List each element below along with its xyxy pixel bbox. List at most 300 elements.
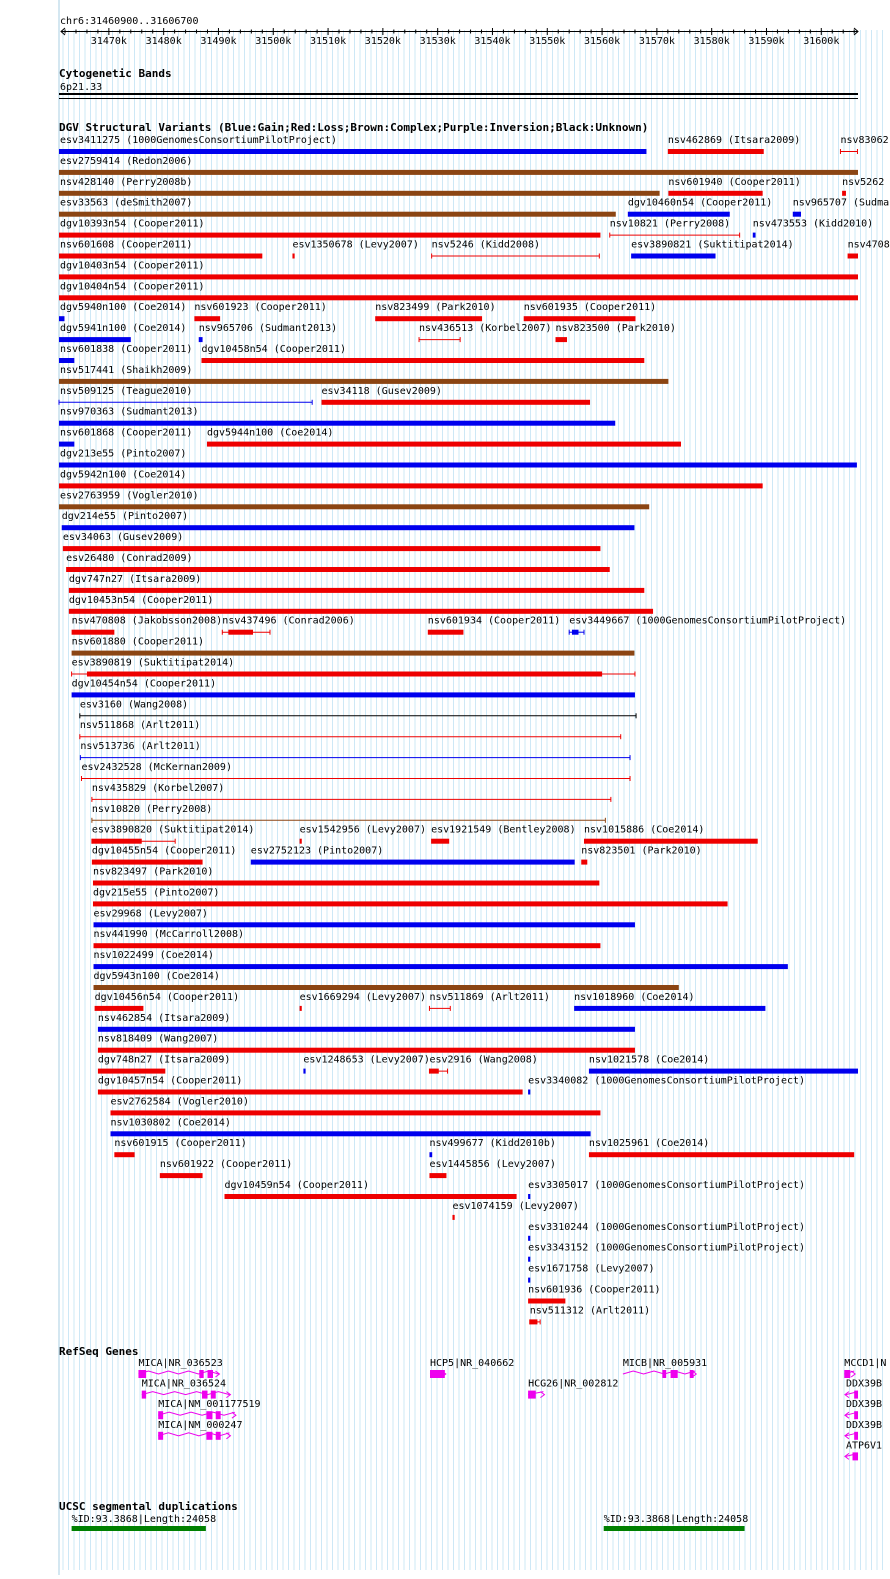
dgv-feature-bar (528, 1194, 530, 1199)
refseq-gene-label: MICA|NM_001177519 (158, 1399, 261, 1411)
dgv-feature-label: esv1445856 (Levy2007) (429, 1159, 556, 1171)
refseq-exon (854, 1411, 858, 1419)
refseq-gene-label: DDX39B (845, 1419, 883, 1431)
segdup-label: %ID:93.3868|Length:24058 (71, 1514, 217, 1525)
ruler-tick-label: 31510k (310, 36, 347, 47)
dgv-feature[interactable] (72, 678, 635, 697)
dgv-feature[interactable] (80, 741, 630, 760)
refseq-gene-label: MCCD1|N (844, 1358, 887, 1369)
dgv-feature[interactable] (201, 344, 644, 363)
dgv-feature-bar (93, 881, 599, 886)
dgv-feature-bar (59, 358, 74, 363)
dgv-feature-label: esv1542956 (Levy2007) (299, 824, 427, 836)
dgv-feature-label: dgv10459n54 (Cooper2011) (224, 1180, 369, 1191)
refseq-gene-label: MICB|NR_005931 (622, 1358, 708, 1369)
ruler-tick-label: 31600k (803, 36, 840, 47)
dgv-feature-label: dgv10457n54 (Cooper2011) (97, 1075, 243, 1087)
refseq-gene[interactable] (430, 1358, 514, 1378)
dgv-feature-label: esv1671758 (Levy2007) (528, 1263, 655, 1275)
dgv-feature-bar (429, 1069, 438, 1074)
dgv-feature[interactable] (668, 135, 800, 154)
dgv-feature-bar (207, 442, 681, 447)
dgv-feature-bar (59, 295, 858, 300)
dgv-feature-label: dgv748n27 (Itsara2009) (97, 1054, 231, 1066)
dgv-feature[interactable] (59, 177, 660, 196)
dgv-feature-label: dgv10455n54 (Cooper2011) (91, 845, 237, 857)
dgv-feature[interactable] (80, 720, 621, 739)
dgv-feature-label: nsv601880 (Cooper2011) (71, 636, 205, 648)
dgv-feature-label: nsv823500 (Park2010) (555, 323, 676, 335)
dgv-feature[interactable] (589, 1138, 854, 1157)
dgv-feature-bar (59, 504, 649, 509)
dgv-feature-bar (111, 1110, 601, 1115)
dgv-feature-bar (589, 1069, 858, 1074)
dgv-feature[interactable] (429, 1055, 537, 1074)
dgv-feature-label: nsv511869 (Arlt2011) (429, 991, 550, 1003)
dgv-feature-label: nsv601915 (Cooper2011) (114, 1138, 247, 1150)
dgv-feature-label: nsv601838 (Cooper2011) (60, 344, 193, 355)
dgv-feature[interactable] (452, 1201, 578, 1220)
dgv-feature-bar (199, 337, 203, 342)
dgv-feature[interactable] (251, 846, 575, 865)
refseq-exon (844, 1370, 850, 1378)
dgv-feature-bar (72, 630, 115, 635)
dgv-feature-bar (72, 692, 635, 697)
refseq-gene-label: ATP6V1 (845, 1440, 883, 1452)
dgv-feature-label: dgv10456n54 (Cooper2011) (94, 991, 240, 1003)
dgv-feature-bar (584, 839, 758, 844)
dgv-feature-bar (848, 254, 858, 259)
refseq-gene[interactable] (844, 1358, 886, 1378)
dgv-feature-label: esv3340082 (1000GenomesConsortiumPilotProject) (528, 1075, 806, 1087)
dgv-feature-label: dgv214e55 (Pinto2007) (61, 511, 189, 523)
dgv-feature[interactable] (842, 177, 884, 196)
dgv-feature-bar (59, 233, 600, 238)
ruler-tick-label: 31570k (638, 36, 675, 47)
dgv-feature-bar (528, 1090, 530, 1095)
dgv-feature[interactable] (72, 658, 635, 677)
dgv-feature-label: nsv462869 (Itsara2009) (667, 135, 801, 146)
ruler-tick-label: 31520k (364, 36, 401, 47)
refseq-exon (662, 1370, 666, 1378)
dgv-feature-bar (59, 212, 616, 217)
dgv-feature-label: nsv818409 (Wang2007) (97, 1033, 219, 1045)
dgv-feature-label: esv34118 (Gusev2009) (321, 385, 442, 397)
dgv-feature-bar (668, 149, 764, 154)
dgv-feature[interactable] (111, 1096, 601, 1115)
refseq-intron (158, 1412, 235, 1415)
dgv-feature-label: esv3305017 (1000GenomesConsortiumPilotProject) (528, 1180, 806, 1191)
dgv-feature-label: nsv601940 (Cooper2011) (668, 176, 801, 188)
refseq-exon (158, 1411, 163, 1419)
dgv-feature-label: nsv428140 (Perry2008b) (60, 176, 193, 188)
dgv-feature-bar (321, 400, 590, 405)
dgv-feature-label: esv3449667 (1000GenomesConsortiumPilotProject) (569, 615, 847, 627)
refseq-exon (208, 1370, 213, 1378)
dgv-feature-label: dgv10393n54 (Cooper2011) (60, 218, 205, 230)
dgv-feature-bar (428, 630, 464, 635)
segdup-track-title: UCSC segmental duplications (59, 1500, 238, 1513)
dgv-feature-label: nsv10820 (Perry2008) (91, 803, 213, 815)
dgv-feature-label: dgv10454n54 (Cooper2011) (71, 678, 217, 690)
dgv-feature[interactable] (62, 511, 635, 530)
segdup-feature[interactable] (604, 1514, 749, 1531)
dgv-feature-bar (452, 1215, 454, 1220)
dgv-feature[interactable] (528, 1180, 805, 1199)
dgv-feature-bar (572, 630, 579, 635)
ruler-tick-label: 31580k (693, 36, 730, 47)
dgv-feature-bar (59, 191, 660, 196)
dgv-feature-bar (69, 609, 653, 614)
refseq-exon (138, 1370, 146, 1378)
cytoband-track-title: Cytogenetic Bands (59, 67, 172, 80)
ruler-tick-label: 31550k (529, 36, 566, 47)
refseq-gene-label: MICA|NM_000247 (158, 1419, 243, 1431)
dgv-feature-bar (59, 483, 763, 488)
dgv-feature-bar (300, 839, 302, 844)
dgv-feature[interactable] (793, 198, 889, 217)
dgv-feature[interactable] (72, 637, 635, 656)
cytoband-divider (59, 98, 858, 99)
dgv-feature-label: dgv213e55 (Pinto2007) (60, 448, 187, 460)
dgv-feature[interactable] (292, 240, 418, 259)
ruler-coord-label: chr6:31460900..31606700 (60, 16, 199, 27)
dgv-feature-label: nsv462854 (Itsara2009) (97, 1012, 231, 1024)
refseq-gene-label: HCG26|NR_002812 (528, 1378, 619, 1390)
dgv-feature[interactable] (114, 1138, 246, 1157)
segdup-bar (604, 1526, 745, 1531)
dgv-feature-label: nsv499677 (Kidd2010b) (429, 1138, 556, 1150)
refseq-exon (528, 1391, 536, 1399)
dgv-feature-label: nsv1022499 (Coe2014) (93, 950, 214, 962)
dgv-feature-bar (555, 337, 567, 342)
dgv-feature-label: nsv965707 (Sudma (792, 197, 890, 209)
refseq-exon (211, 1391, 216, 1399)
refseq-gene-label: MICA|NR_036523 (138, 1358, 223, 1369)
dgv-feature-bar (59, 379, 668, 384)
dgv-feature-label: esv3160 (Wang2008) (79, 699, 189, 711)
dgv-feature-bar (114, 1152, 134, 1157)
dgv-feature-label: nsv509125 (Teague2010) (60, 385, 193, 397)
dgv-feature-label: esv1350678 (Levy2007) (292, 239, 419, 251)
dgv-feature-bar (59, 170, 858, 175)
dgv-feature-bar (98, 1069, 165, 1074)
refseq-exon (854, 1391, 858, 1399)
dgv-feature-bar (528, 1236, 530, 1241)
refseq-gene-label: MICA|NR_036524 (141, 1378, 227, 1390)
dgv-feature-bar (92, 839, 142, 844)
dgv-feature[interactable] (668, 177, 800, 196)
dgv-feature-label: nsv511312 (Arlt2011) (529, 1305, 651, 1317)
dgv-feature[interactable] (569, 616, 846, 635)
dgv-feature-label: nsv517441 (Shaikh2009) (60, 364, 193, 376)
dgv-feature-bar (753, 233, 756, 238)
dgv-feature-bar (375, 316, 482, 321)
dgv-feature-label: nsv965706 (Sudmant2013) (198, 323, 338, 335)
dgv-feature[interactable] (111, 1117, 591, 1136)
dgv-feature-bar (87, 672, 602, 677)
dgv-feature-label: dgv10403n54 (Cooper2011) (60, 260, 205, 272)
dgv-feature-bar (528, 1257, 530, 1262)
refseq-gene[interactable] (623, 1358, 707, 1378)
dgv-feature-bar (528, 1278, 530, 1283)
dgv-feature-label: nsv1025961 (Coe2014) (588, 1138, 710, 1150)
dgv-feature-label: nsv511868 (Arlt2011) (79, 720, 201, 732)
dgv-feature[interactable] (321, 386, 590, 405)
dgv-feature-bar (574, 1006, 765, 1011)
dgv-feature-label: dgv10404n54 (Cooper2011) (60, 281, 205, 293)
dgv-feature-label: dgv5942n100 (Coe2014) (60, 469, 187, 481)
cytoband-ideogram (59, 93, 858, 95)
dgv-feature-bar (98, 1027, 635, 1032)
dgv-feature-label: nsv823501 (Park2010) (581, 845, 702, 857)
dgv-feature[interactable] (631, 240, 794, 259)
dgv-feature[interactable] (574, 992, 765, 1011)
dgv-feature-bar (95, 1006, 144, 1011)
dgv-feature-bar (93, 901, 728, 906)
dgv-feature-bar (94, 922, 635, 927)
dgv-feature-bar (429, 1152, 432, 1157)
dgv-feature-bar (94, 985, 679, 990)
dgv-feature-bar (300, 1006, 302, 1011)
dgv-feature-bar (228, 630, 253, 635)
dgv-feature[interactable] (98, 1034, 635, 1053)
dgv-feature-label: esv2759414 (Redon2006) (60, 155, 193, 167)
dgv-feature[interactable] (528, 1243, 805, 1262)
dgv-feature-bar (793, 212, 801, 217)
dgv-feature[interactable] (528, 1222, 805, 1241)
dgv-feature-bar (581, 860, 587, 865)
dgv-feature-label: nsv601922 (Cooper2011) (159, 1159, 293, 1171)
segdup-bar (72, 1526, 206, 1531)
dgv-feature-bar (201, 358, 644, 363)
dgv-feature-bar (528, 1299, 565, 1304)
segdup-feature[interactable] (72, 1514, 217, 1531)
dgv-feature-label: nsv5262 (842, 176, 885, 188)
dgv-feature[interactable] (303, 1055, 429, 1074)
dgv-feature[interactable] (72, 616, 223, 635)
refseq-exon (671, 1370, 678, 1378)
dgv-feature-bar (429, 1173, 446, 1178)
dgv-feature-label: nsv10821 (Perry2008) (609, 218, 731, 230)
dgv-feature-label: dgv5944n100 (Coe2014) (206, 427, 334, 439)
dgv-feature-bar (194, 316, 220, 321)
refseq-exon (206, 1411, 212, 1419)
dgv-feature-label: nsv1015886 (Coe2014) (583, 824, 705, 836)
dgv-feature[interactable] (429, 992, 549, 1011)
dgv-feature-bar (59, 463, 857, 468)
dgv-feature-label: esv1248653 (Levy2007) (303, 1054, 430, 1066)
refseq-gene[interactable] (158, 1399, 260, 1419)
dgv-feature-label: esv3890820 (Suktitipat2014) (91, 824, 255, 836)
dgv-feature-bar (94, 943, 601, 948)
dgv-feature[interactable] (94, 929, 601, 948)
dgv-feature[interactable] (375, 302, 495, 321)
refseq-genes[interactable] (138, 1358, 886, 1460)
dgv-feature-bar (589, 1152, 854, 1157)
dgv-feature-label: nsv1030802 (Coe2014) (110, 1117, 231, 1129)
dgv-feature[interactable] (530, 1305, 650, 1324)
dgv-feature-label: nsv437496 (Conrad2006) (222, 615, 355, 627)
dgv-feature-bar (628, 212, 730, 217)
refseq-exon (853, 1452, 858, 1460)
dgv-feature-label: esv33563 (deSmith2007) (60, 197, 193, 209)
dgv-feature-label: nsv5246 (Kidd2008) (431, 239, 541, 251)
dgv-feature[interactable] (419, 323, 551, 342)
dgv-feature-label: nsv970363 (Sudmant2013) (60, 406, 199, 418)
dgv-feature-bar (59, 421, 615, 426)
dgv-feature-bar (59, 254, 262, 259)
ruler-tick-label: 31500k (255, 36, 292, 47)
dgv-feature[interactable] (528, 1076, 805, 1095)
dgv-feature-label: esv1669294 (Levy2007) (299, 991, 427, 1003)
ruler-tick-label: 31540k (474, 36, 511, 47)
dgv-feature-bar (251, 860, 575, 865)
dgv-feature-bar (524, 316, 636, 321)
dgv-feature[interactable] (59, 386, 312, 405)
dgv-feature-label: esv26480 (Conrad2009) (66, 553, 193, 564)
dgv-feature[interactable] (93, 887, 728, 906)
dgv-feature-label: nsv441990 (McCarroll2008) (93, 929, 245, 941)
dgv-feature-bar (72, 651, 635, 656)
dgv-feature-label: dgv5943n100 (Coe2014) (93, 971, 220, 982)
dgv-feature[interactable] (428, 616, 560, 635)
dgv-feature-label: esv3310244 (1000GenomesConsortiumPilotProject) (528, 1221, 806, 1233)
dgv-feature-label: esv2916 (Wang2008) (429, 1054, 538, 1066)
dgv-feature[interactable] (69, 595, 653, 614)
dgv-feature-label: nsv601923 (Cooper2011) (194, 302, 327, 314)
dgv-feature-label: esv1921549 (Bentley2008) (431, 824, 576, 836)
dgv-feature-bar (111, 1131, 591, 1136)
dgv-feature-label: nsv1018960 (Coe2014) (574, 991, 695, 1003)
dgv-feature[interactable] (92, 846, 237, 865)
dgv-feature-label: nsv823497 (Park2010) (92, 866, 214, 878)
dgv-feature[interactable] (59, 240, 262, 259)
dgv-feature-bar (303, 1069, 305, 1074)
dgv-feature-label: esv29968 (Levy2007) (93, 908, 208, 920)
dgv-feature[interactable] (59, 365, 668, 384)
ruler-tick-label: 31530k (419, 36, 456, 47)
dgv-feature-label: nsv473553 (Kidd2010) (752, 218, 874, 230)
dgv-feature[interactable] (98, 1055, 230, 1074)
dgv-feature-bar (69, 588, 644, 593)
dgv-feature-label: esv34063 (Gusev2009) (62, 532, 184, 544)
dgv-feature-label: esv2752123 (Pinto2007) (250, 845, 384, 857)
refseq-exon (142, 1391, 146, 1399)
dgv-feature-bar (842, 191, 846, 196)
dgv-feature-label: dgv10458n54 (Cooper2011) (201, 344, 346, 355)
segdup-label: %ID:93.3868|Length:24058 (603, 1514, 749, 1525)
dgv-feature[interactable] (524, 302, 656, 321)
dgv-feature-bar (94, 964, 788, 969)
dgv-feature-bar (530, 1319, 538, 1324)
dgv-feature[interactable] (81, 762, 630, 781)
dgv-feature[interactable] (59, 407, 615, 426)
dgv-feature-label: esv2762584 (Vogler2010) (110, 1096, 249, 1108)
dgv-feature-label: nsv601608 (Cooper2011) (60, 239, 193, 251)
dgv-feature[interactable] (584, 825, 758, 844)
dgv-feature[interactable] (840, 135, 888, 154)
ruler-tick-label: 31470k (90, 36, 127, 47)
dgv-feature[interactable] (98, 1013, 635, 1032)
dgv-feature-label: esv3890819 (Suktitipat2014) (71, 657, 235, 669)
dgv-feature[interactable] (581, 846, 701, 865)
dgv-feature[interactable] (300, 992, 426, 1011)
dgv-feature-label: nsv436513 (Korbel2007) (419, 323, 552, 335)
dgv-feature-label: nsv601868 (Cooper2011) (60, 427, 193, 439)
dgv-feature[interactable] (555, 323, 675, 342)
dgv-feature-bar (59, 337, 131, 342)
dgv-feature-label: nsv601935 (Cooper2011) (523, 302, 657, 314)
dgv-feature[interactable] (300, 825, 426, 844)
dgv-feature-label: nsv4708 (847, 239, 890, 251)
dgv-feature-label: dgv5940n100 (Coe2014) (60, 302, 187, 314)
dgv-feature-label: esv1074159 (Levy2007) (452, 1200, 579, 1212)
dgv-feature-bar (292, 254, 294, 259)
dgv-feature[interactable] (59, 198, 616, 217)
ruler-tick-label: 31490k (200, 36, 237, 47)
cytoband-label: 6p21.33 (60, 82, 103, 93)
dgv-feature-label: nsv513736 (Arlt2011) (80, 741, 201, 753)
refseq-exon (216, 1432, 221, 1440)
dgv-feature[interactable] (94, 950, 788, 969)
dgv-feature-bar (92, 860, 203, 865)
refseq-gene-label: DDX39B (845, 1378, 883, 1390)
refseq-gene-label: DDX39B (845, 1399, 883, 1411)
dgv-feature[interactable] (848, 240, 890, 259)
dgv-feature-label: dgv10453n54 (Cooper2011) (68, 594, 214, 606)
dgv-feature-label: nsv601936 (Cooper2011) (528, 1284, 661, 1296)
dgv-feature-label: nsv823499 (Park2010) (375, 302, 496, 314)
refseq-gene-label: HCP5|NR_040662 (430, 1358, 515, 1369)
dgv-feature[interactable] (610, 219, 740, 238)
dgv-feature[interactable] (94, 908, 635, 927)
refseq-exon (158, 1432, 163, 1440)
dgv-feature-bar (98, 1090, 523, 1095)
dgv-feature-bar (431, 839, 449, 844)
dgv-feature-label: nsv470808 (Jakobsson2008) (71, 615, 223, 627)
dgv-feature-label: esv3890821 (Suktitipat2014) (631, 239, 794, 251)
dgv-feature-label: dgv215e55 (Pinto2007) (92, 887, 220, 899)
refseq-exon (206, 1432, 212, 1440)
dgv-feature-label: esv2432528 (McKernan2009) (81, 762, 232, 773)
dgv-feature-bar (631, 254, 715, 259)
dgv-feature-label: dgv747n27 (Itsara2009) (68, 573, 202, 585)
dgv-feature[interactable] (93, 867, 599, 886)
dgv-feature-bar (98, 1048, 635, 1053)
dgv-feature-label: dgv5941n100 (Coe2014) (60, 323, 187, 335)
dgv-feature[interactable] (207, 428, 681, 447)
dgv-feature-bar (59, 149, 646, 154)
dgv-feature-bar (224, 1194, 516, 1199)
refseq-exon (202, 1391, 207, 1399)
refseq-track[interactable] (59, 1345, 886, 1460)
refseq-exon (199, 1370, 203, 1378)
dgv-feature-label: nsv435829 (Korbel2007) (91, 782, 225, 794)
refseq-exon (216, 1411, 221, 1419)
dgv-feature[interactable] (59, 449, 857, 468)
dgv-feature[interactable] (92, 825, 255, 844)
dgv-feature-label: dgv10460n54 (Cooper2011) (627, 197, 773, 209)
dgv-track-title: DGV Structural Variants (Blue:Gain;Red:Loss;Brown:Complex;Purple:Inversion;Black:Unknown) (59, 121, 649, 134)
dgv-track[interactable] (59, 121, 890, 1324)
dgv-feature-label: nsv601934 (Cooper2011) (427, 615, 561, 627)
dgv-feature-label: esv3411275 (1000GenomesConsortiumPilotProject) (60, 135, 337, 146)
dgv-feature-bar (160, 1173, 203, 1178)
dgv-feature-label: nsv83062 (840, 135, 889, 146)
ruler-tick-label: 31590k (748, 36, 785, 47)
dgv-feature[interactable] (92, 783, 611, 802)
